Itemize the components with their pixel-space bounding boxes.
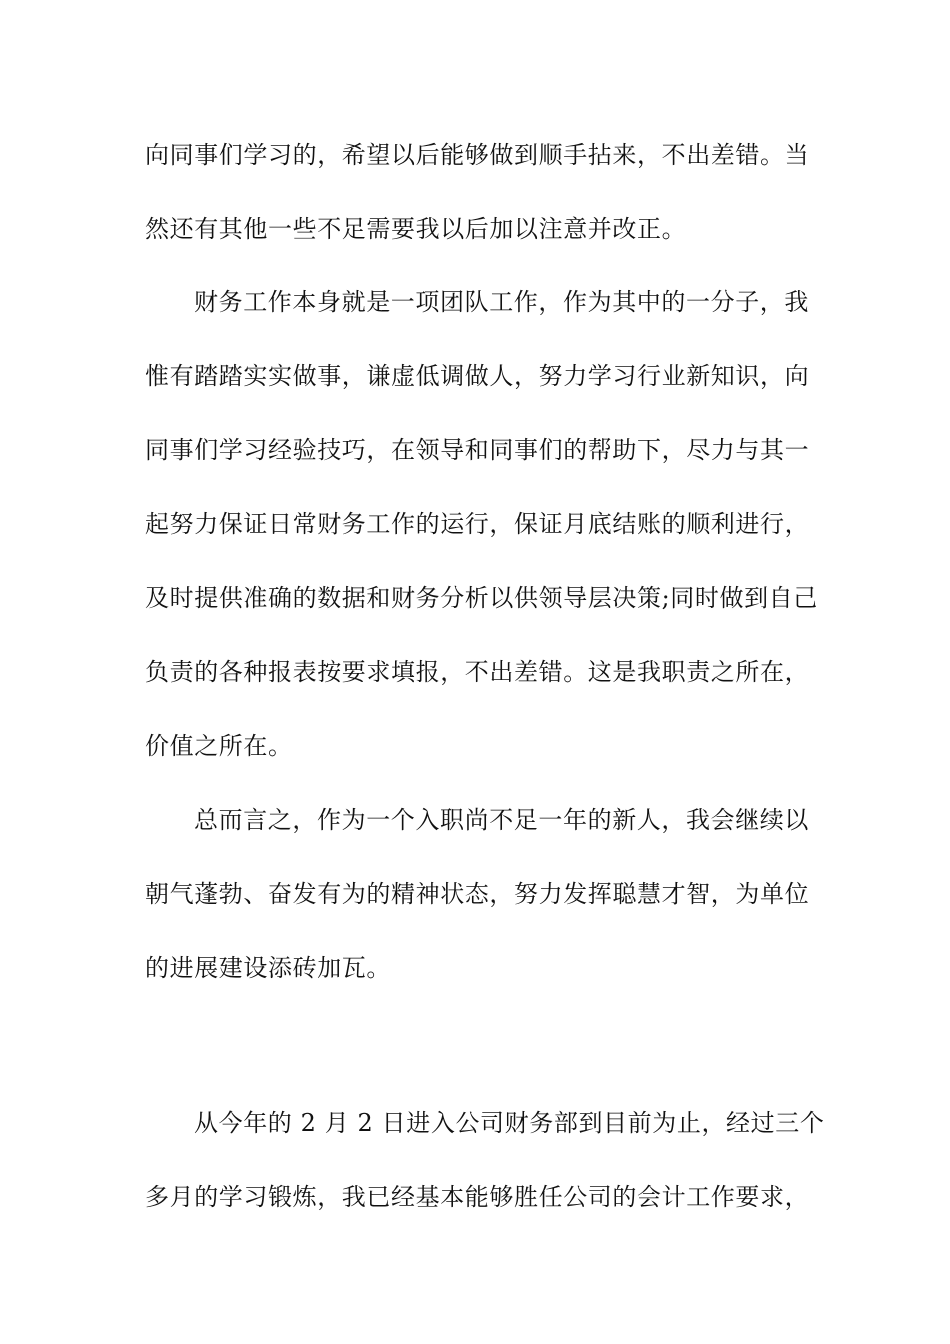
- paragraph-first-line: 从今年的 2 月 2 日进入公司财务部到目前为止，经过三个: [194, 1109, 825, 1137]
- text-line: 负责的各种报表按要求填报，不出差错。这是我职责之所在，: [145, 658, 810, 686]
- text-line: 向同事们学习的，希望以后能够做到顺手拈来，不出差错。当: [145, 141, 810, 169]
- paragraph-first-line: 财务工作本身就是一项团队工作，作为其中的一分子，我: [194, 288, 809, 316]
- text-line: 价值之所在。: [145, 732, 293, 760]
- text-line: 的进展建设添砖加瓦。: [145, 954, 391, 982]
- paragraph-first-line: 总而言之，作为一个入职尚不足一年的新人，我会继续以: [194, 806, 809, 834]
- text-line: 多月的学习锻炼，我已经基本能够胜任公司的会计工作要求，: [145, 1183, 810, 1211]
- text-line: 然还有其他一些不足需要我以后加以注意并改正。: [145, 215, 687, 243]
- text-line: 朝气蓬勃、奋发有为的精神状态，努力发挥聪慧才智，为单位: [145, 880, 810, 908]
- text-line: 及时提供准确的数据和财务分析以供领导层决策;同时做到自己: [145, 584, 818, 612]
- text-line: 起努力保证日常财务工作的运行，保证月底结账的顺利进行，: [145, 510, 810, 538]
- text-line: 同事们学习经验技巧，在领导和同事们的帮助下，尽力与其一: [145, 436, 810, 464]
- text-line: 惟有踏踏实实做事，谦虚低调做人，努力学习行业新知识，向: [145, 362, 810, 390]
